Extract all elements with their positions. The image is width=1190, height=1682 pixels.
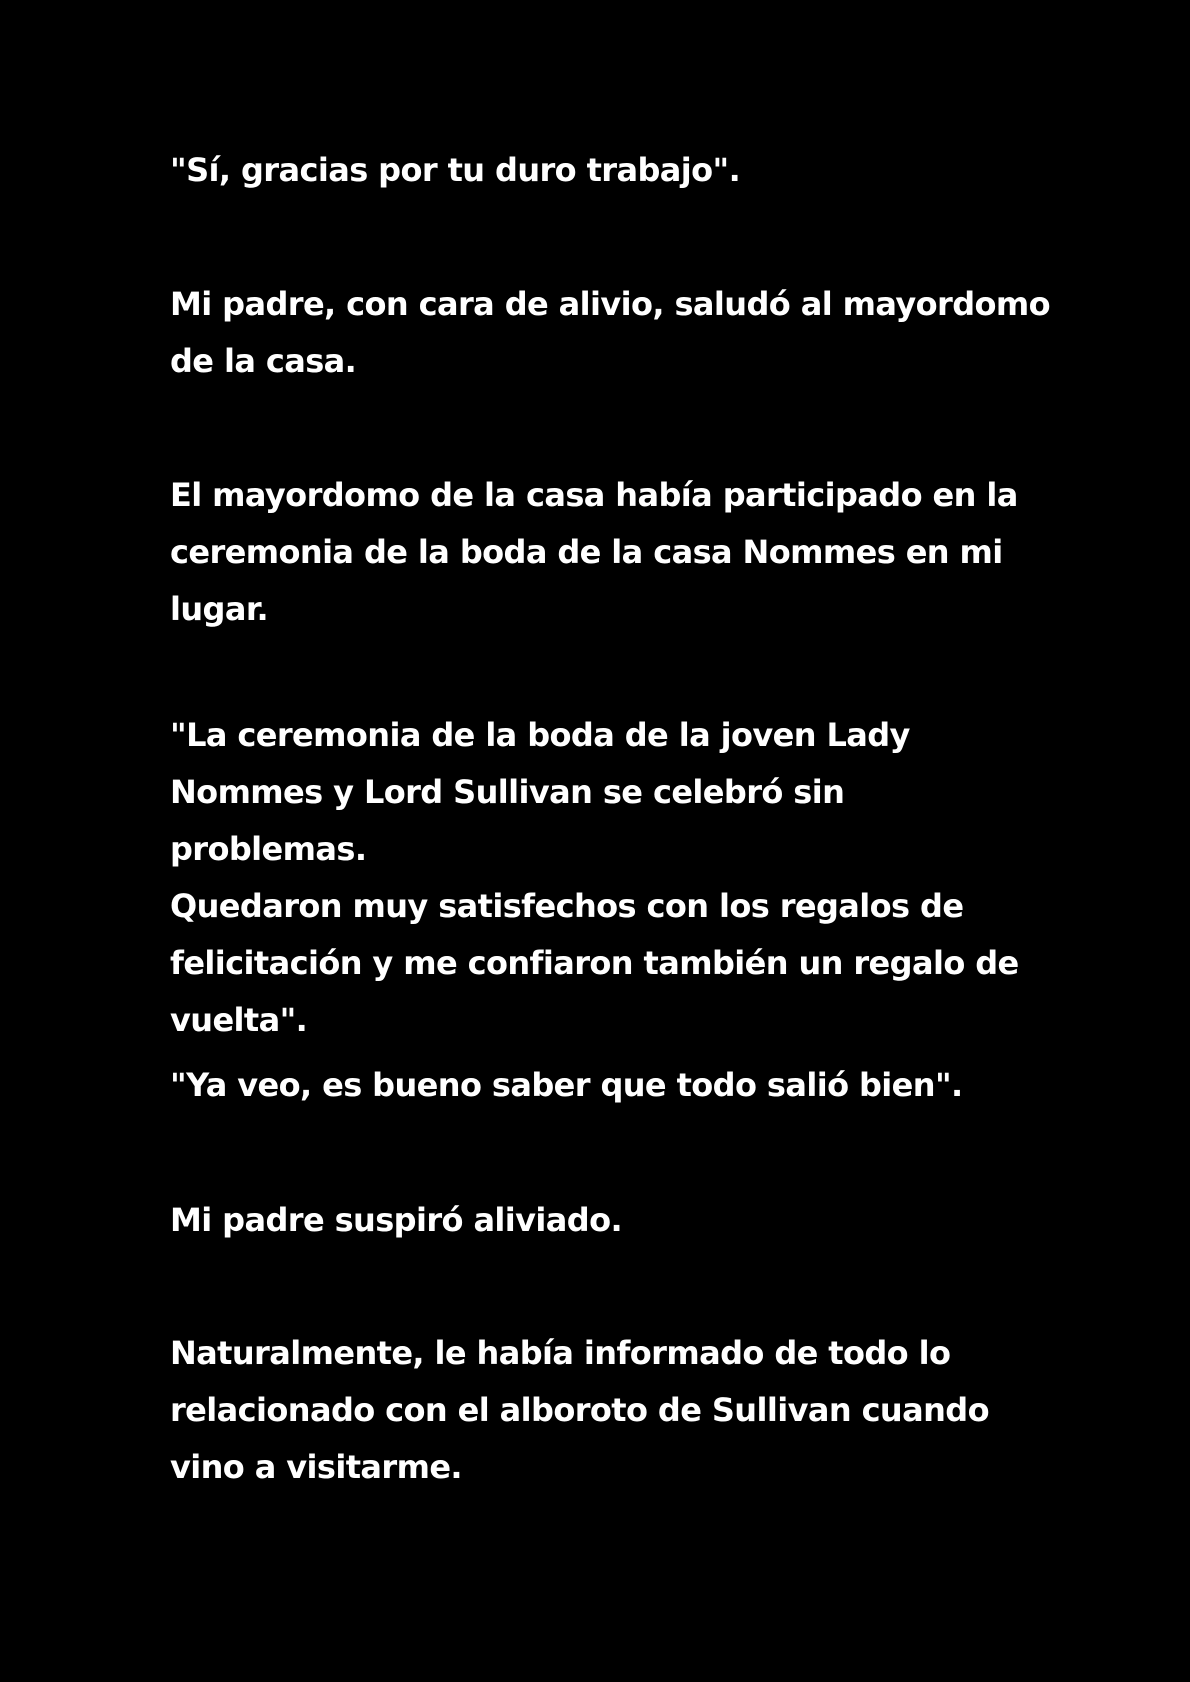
paragraph-informed-about-sullivan: Naturalmente, le había informado de todo lo relacionado con el alboroto de Sullivan cuando vino a visitarme. — [170, 1334, 989, 1486]
paragraph-father-sighed: Mi padre suspiró aliviado. — [170, 1201, 623, 1239]
paragraph-dialogue-thanks: "Sí, gracias por tu duro trabajo". — [170, 151, 741, 189]
paragraph-dialogue-wedding-report: "La ceremonia de la boda de la joven Lady Nommes y Lord Sullivan se celebró sin problemas. Quedaron muy satisfechos con los regalos de felicitación y me confiaron también un regalo de vuelta". — [170, 716, 1019, 1039]
paragraph-butler-attended-wedding: El mayordomo de la casa había participado en la ceremonia de la boda de la casa Nommes en mi lugar. — [170, 476, 1018, 628]
paragraph-father-greets-butler: Mi padre, con cara de alivio, saludó al mayordomo de la casa. — [170, 285, 1051, 380]
paragraph-dialogue-all-went-well: "Ya veo, es bueno saber que todo salió bien". — [170, 1066, 963, 1104]
